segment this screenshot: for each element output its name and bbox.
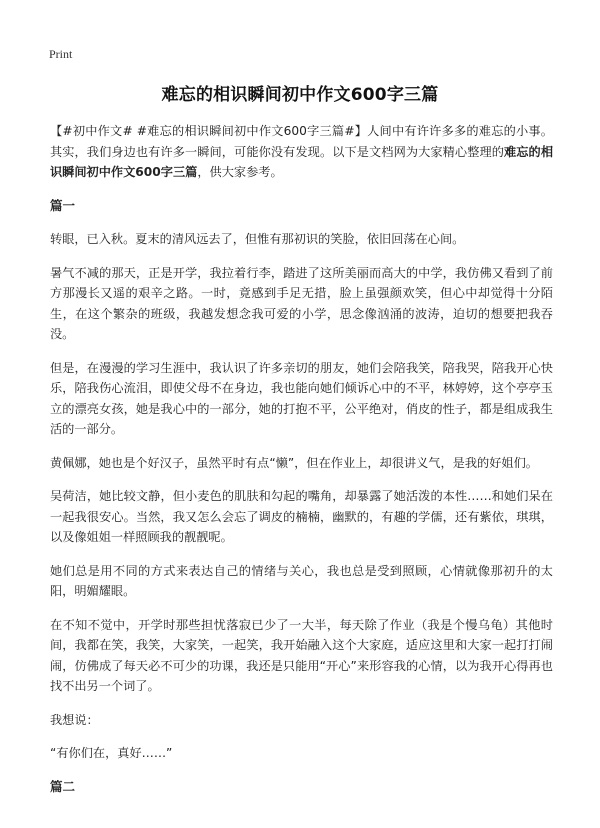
intro-bold-title: 难忘的相识瞬间初中作文600字三篇 xyxy=(50,144,554,179)
intro-text-1: 【#初中作文# #难忘的相识瞬间初中作文600字三篇#】人间中有许许多多的难忘的小事。其实，我们身边也有许多一瞬间，可能你没有发现。以下是文档网为大家精心整理的 xyxy=(50,124,553,159)
print-label: Print xyxy=(49,47,73,61)
intro-paragraph xyxy=(50,121,553,183)
paragraph: 转眼，已入秋。夏末的清风远去了，但惟有那初识的笑脸，依旧回荡在心间。 xyxy=(50,232,465,246)
paragraph: 吴荷洁，她比较文静，但小麦色的肌肤和勾起的嘴角，却暴露了她活泼的本性……和她们呆在一起我很安心。当然，我又怎么会忘了调皮的楠楠，幽默的，有趣的学儒，还有紫依，琪琪，以及像姐姐一样照顾我的靓靓呢。 xyxy=(50,489,553,544)
section-heading-one: 篇一 xyxy=(50,197,76,213)
article-body xyxy=(50,121,553,810)
paragraph: 她们总是用不同的方式来表达自己的情绪与关心，我也总是受到照顾，心情就像那初升的太阳，明媚耀眼。 xyxy=(50,563,553,598)
paragraph: “有你们在，真好……” xyxy=(50,746,173,760)
paragraph: 我想说： xyxy=(50,712,99,727)
intro-text-2: ，供大家参考。 xyxy=(197,165,283,179)
paragraph: 但是，在漫漫的学习生涯中，我认识了许多亲切的朋友，她们会陪我笑，陪我哭，陪我开心快乐，陪我伤心流泪，即使父母不在身边，我也能向她们倾诉心中的不平，林婷婷，这个亭亭玉立的漂亮女孩，她是我心中的一部分，她的打抱不平，公平绝对，俏皮的性子，都是组成我生活的一部分。 xyxy=(50,360,553,436)
page-title: 难忘的相识瞬间初中作文600字三篇 xyxy=(161,85,439,105)
paragraph: 暑气不减的那天，正是开学，我拉着行李，踏进了这所美丽而高大的中学，我仿佛又看到了前方那漫长又遥的艰辛之路。一时，竟感到手足无措，脸上虽强颜欢笑，但心中却觉得十分陌生，在这个繁杂的班级，我越发想念我可爱的小学，思念像汹涌的波涛，迫切的想要把我吞没。 xyxy=(50,265,553,341)
section-heading-two: 篇二 xyxy=(50,778,76,794)
paragraph: 黄佩娜，她也是个好汉子，虽然平时有点“懒”，但在作业上，却很讲义气，是我的好姐们。 xyxy=(50,455,538,470)
paragraph: 在不知不觉中，开学时那些担忧落寂已少了一大半，每天除了作业（我是个慢乌龟）其他时间，我都在笑，我笑，大家笑，一起笑，我开始融入这个大家庭，适应这里和大家一起打打闹闹，仿佛成了每天必不可少的功课，我还是只能用“开心”来形容我的心情，以为我开心得再也找不出另一个词了。 xyxy=(50,617,553,693)
